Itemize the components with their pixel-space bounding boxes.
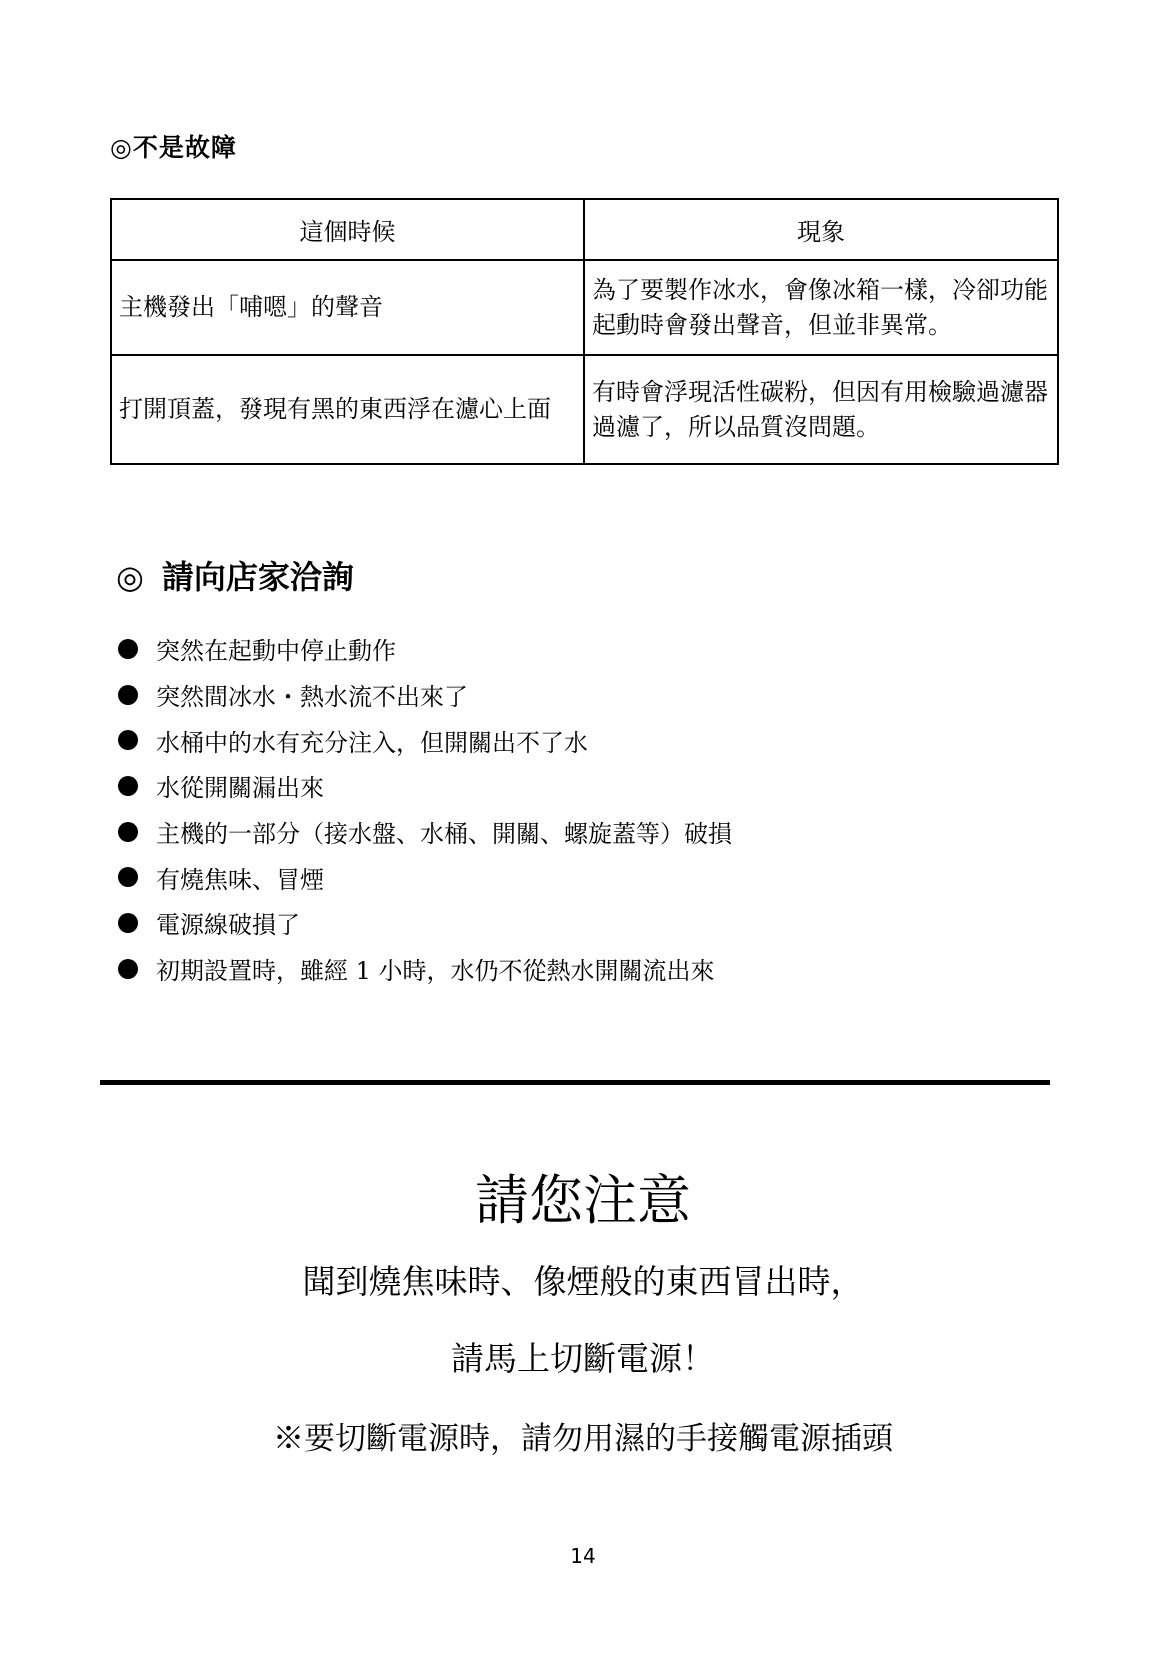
table-cell: 有時會浮現活性碳粉，但因有用檢驗過濾器過濾了，所以品質沒問題。 bbox=[584, 355, 1058, 464]
list-item-text: 突然間冰水・熱水流不出來了 bbox=[156, 683, 468, 712]
warning-line: 聞到燒焦味時、像煙般的東西冒出時， bbox=[302, 1262, 864, 1301]
list-item bbox=[118, 946, 732, 992]
warning-note: ※要切斷電源時，請勿用濕的手接觸電源插頭 bbox=[273, 1421, 893, 1457]
table-cell: 主機發出「哺嗯」的聲音 bbox=[111, 260, 584, 355]
bullet-icon bbox=[118, 867, 138, 887]
column-header-phenomenon: 現象 bbox=[584, 199, 1058, 260]
contact-store-list bbox=[118, 626, 732, 992]
list-item bbox=[118, 717, 732, 763]
list-item bbox=[118, 854, 732, 900]
list-item bbox=[118, 672, 732, 718]
list-item bbox=[118, 809, 732, 855]
bullet-icon bbox=[118, 959, 138, 979]
table-header-row bbox=[111, 199, 1058, 260]
list-item bbox=[118, 626, 732, 672]
list-item-text: 突然在起動中停止動作 bbox=[156, 637, 396, 666]
section-title-not-malfunction: ◎不是故障 bbox=[110, 133, 237, 162]
page-number: 14 bbox=[570, 1544, 596, 1568]
table-cell: 打開頂蓋，發現有黑的東西浮在濾心上面 bbox=[111, 355, 584, 464]
section-title-text: 請向店家洽詢 bbox=[161, 558, 354, 596]
warning-title: 請您注意 bbox=[475, 1169, 691, 1232]
list-item-text: 電源線破損了 bbox=[156, 911, 300, 940]
bullet-icon bbox=[118, 685, 138, 705]
warning-line: 請馬上切斷電源！ bbox=[451, 1339, 715, 1378]
list-item bbox=[118, 900, 732, 946]
list-item-text: 水桶中的水有充分注入，但開關出不了水 bbox=[156, 728, 588, 757]
bullet-icon bbox=[118, 822, 138, 842]
bullet-icon bbox=[118, 639, 138, 659]
list-item-text: 水從開關漏出來 bbox=[156, 774, 324, 803]
list-item-text: 主機的一部分（接水盤、水桶、開關、螺旋蓋等）破損 bbox=[156, 820, 732, 849]
section-title-contact-store bbox=[116, 552, 354, 598]
table-row bbox=[111, 355, 1058, 464]
divider bbox=[100, 1080, 1050, 1085]
bullet-icon bbox=[118, 913, 138, 933]
not-malfunction-table bbox=[110, 198, 1059, 465]
double-circle-icon: ◎ bbox=[116, 558, 144, 596]
list-item-text: 初期設置時，雖經 1 小時，水仍不從熱水開關流出來 bbox=[156, 957, 715, 986]
table-cell: 為了要製作冰水，會像冰箱一樣，冷卻功能起動時會發出聲音，但並非異常。 bbox=[584, 260, 1058, 355]
column-header-situation: 這個時候 bbox=[111, 199, 584, 260]
table-row bbox=[111, 260, 1058, 355]
bullet-icon bbox=[118, 776, 138, 796]
list-item bbox=[118, 763, 732, 809]
bullet-icon bbox=[118, 730, 138, 750]
list-item-text: 有燒焦味、冒煙 bbox=[156, 865, 324, 894]
